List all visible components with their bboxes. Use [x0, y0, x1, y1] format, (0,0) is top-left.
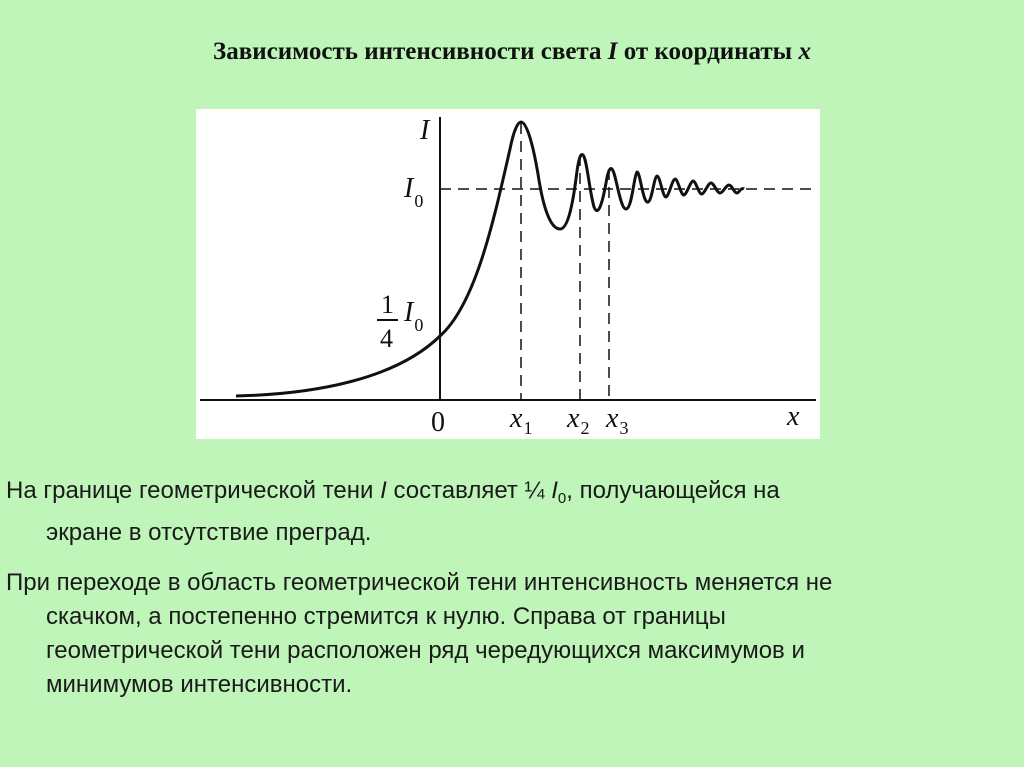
x2-label: $x_2$ — [567, 403, 590, 438]
p1-subscript: 0 — [557, 490, 567, 507]
p1-symbol-i0: I — [551, 477, 558, 504]
origin-label: 0 — [431, 407, 445, 438]
slide-title — [0, 38, 1024, 66]
x3-label: $x_3$ — [606, 403, 629, 438]
title-symbol-i: I — [607, 38, 618, 65]
p1-text-a: На границе геометрической тени — [6, 477, 381, 504]
title-symbol-x: x — [798, 38, 811, 65]
p1-symbol-i: I — [380, 477, 387, 504]
quarter-i0-label: $I_0$ — [404, 297, 424, 335]
i0-label: $I_0$ — [404, 173, 424, 211]
paragraph2-line2: скачком, а постепенно стремится к нулю. Справа от границы — [46, 603, 726, 630]
p1-text-c: , получающейся на — [566, 477, 780, 504]
intensity-curve — [236, 122, 744, 396]
quarter-numerator: 1 — [381, 290, 394, 319]
y-axis-label: I — [420, 115, 430, 146]
x1-label: $x_1$ — [510, 403, 533, 438]
paragraph-geometric-shadow — [6, 566, 1006, 702]
paragraph-shadow-boundary — [6, 474, 1006, 550]
title-prefix: Зависимость интенсивности света — [213, 38, 608, 65]
paragraph1-line1 — [6, 474, 1006, 516]
paragraph2-line1: При переходе в область геометрической тени интенсивность меняется не — [6, 569, 833, 596]
paragraph1-line2: экране в отсутствие преград. — [46, 519, 372, 546]
paragraph2-line3: геометрической тени расположен ряд чередующихся максимумов и — [46, 637, 805, 664]
title-middle: от координаты — [617, 38, 799, 65]
x-axis-label: x — [787, 401, 800, 432]
intensity-graph — [196, 109, 820, 439]
intensity-graph-svg — [196, 109, 820, 439]
p1-text-b: составляет ¼ — [386, 477, 552, 504]
quarter-denominator: 4 — [380, 324, 393, 353]
paragraph2-line4: минимумов интенсивности. — [46, 671, 353, 698]
